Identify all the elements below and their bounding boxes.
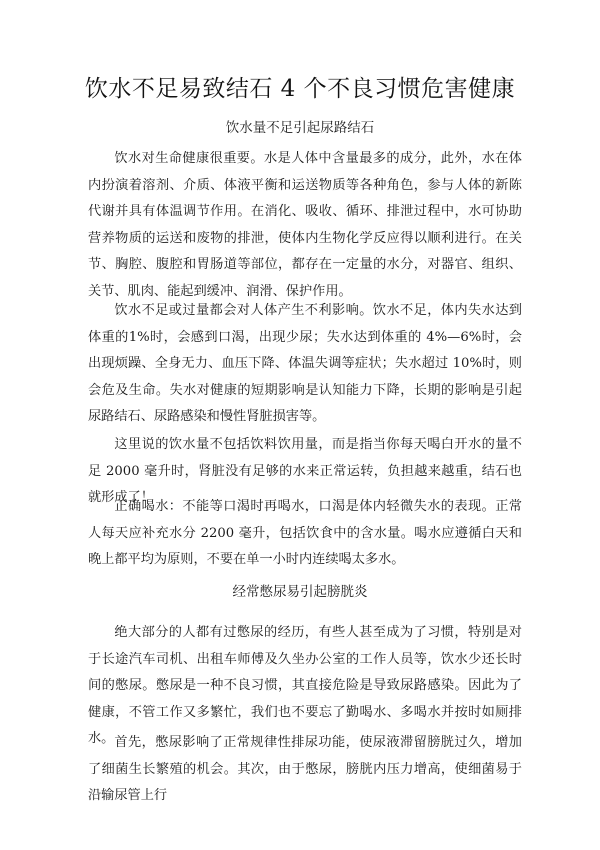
section-heading: 经常憋尿易引起膀胱炎 [232, 584, 368, 600]
document-title: 饮水不足易致结石 4 个不良习惯危害健康 [84, 76, 516, 102]
paragraph: 这里说的饮水量不包括饮料饮用量，而是指当你每天喝白开水的量不足 2000 毫升时，肾脏没有足够的水来正常运转，负担越来越重，结石也就形成了！ [88, 437, 522, 505]
paragraph: 首先，憋尿影响了正常规律性排尿功能，使尿液滞留膀胱过久，增加了细菌生长繁殖的机会。其次，由于憋尿，膀胱内压力增高，使细菌易于沿输尿管上行 [88, 735, 522, 803]
paragraph: 饮水不足或过量都会对人体产生不利影响。饮水不足，体内失水达到体重的1%时，会感到口渴，出现少尿；失水达到体重的 4%—6%时，会出现烦躁、全身无力、血压下降、体温失调等症状；失水超过 10%时，则会危及生命。失水对健康的短期影响是认知能力下降，长期的影响是引起尿路结石、尿路感染和慢性肾脏损害等。 [88, 303, 522, 424]
section-heading: 饮水量不足引起尿路结石 [225, 120, 375, 136]
paragraph: 正确喝水：不能等口渴时再喝水，口渴是体内轻微失水的表现。正常人每天应补充水分 2200 毫升，包括饮食中的含水量。喝水应遵循白天和晚上都平均为原则，不要在单一小时内连续喝太多水。 [88, 499, 522, 567]
paragraph: 绝大部分的人都有过憋尿的经历，有些人甚至成为了习惯，特别是对于长途汽车司机、出租车师傅及久坐办公室的工作人员等，饮水少还长时间的憋尿。憋尿是一种不良习惯，其直接危险是导致尿路感染。因此为了健康，不管工作又多繁忙，我们也不要忘了勤喝水、多喝水并按时如厕排水。 [88, 625, 522, 746]
paragraph: 饮水对生命健康很重要。水是人体中含量最多的成分，此外，水在体内扮演着溶剂、介质、体液平衡和运送物质等各种角色，参与人体的新陈代谢并具有体温调节作用。在消化、吸收、循环、排泄过程中，水可协助营养物质的运送和废物的排泄，使体内生物化学反应得以顺利进行。在关节、胸腔、腹腔和胃肠道等部位，都存在一定量的水分，对器官、组织、关节、肌肉、能起到缓冲、润滑、保护作用。 [88, 151, 522, 299]
